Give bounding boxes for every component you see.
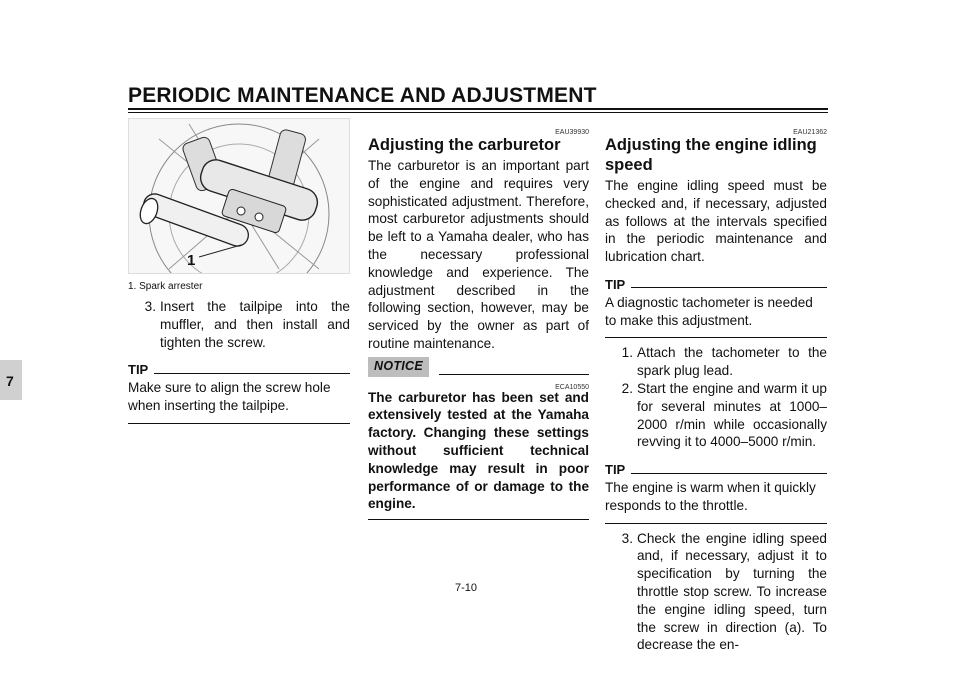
- list-item: [605, 380, 827, 451]
- step-number: 3.: [144, 299, 156, 314]
- section-heading: Adjusting the engine idling speed: [605, 136, 817, 174]
- tip-label: TIP: [128, 362, 149, 378]
- step-text: Attach the tachometer to the spark plug lead.: [637, 345, 827, 379]
- section-code: EAU21362: [793, 129, 827, 136]
- column-left: [128, 118, 350, 424]
- list-item: [605, 344, 827, 380]
- list-item: [128, 298, 350, 351]
- step-text: Start the engine and warm it up for several minutes at 1000–2000 r/min while occasionally revving it to 4000–5000 r/min.: [637, 380, 827, 450]
- step-number: 2.: [621, 380, 633, 396]
- tip-text: A diagnostic tachometer is needed to make this adjustment.: [605, 294, 813, 328]
- chapter-number: 7: [6, 373, 14, 389]
- spark-arrester-photo: [128, 118, 350, 274]
- tip-rule: [605, 337, 827, 338]
- notice-badge: NOTICE: [368, 357, 429, 377]
- column-middle: [368, 118, 589, 520]
- list-item: [605, 530, 827, 655]
- header-rule-thin: [128, 112, 828, 113]
- section-paragraph: The engine idling speed must be checked and, if necessary, adjusted as follows at the intervals specified in the periodic maintenance and lubrication chart.: [605, 178, 827, 265]
- section-heading: Adjusting the carburetor: [368, 136, 561, 154]
- tip-text: Make sure to align the screw hole when inserting the tailpipe.: [128, 380, 331, 413]
- page-title: PERIODIC MAINTENANCE AND ADJUSTMENT: [128, 84, 597, 107]
- step-text: Insert the tailpipe into the muffler, and then install and tighten the screw.: [160, 299, 350, 350]
- notice-code: ECA10550: [555, 383, 589, 391]
- step-number: 3.: [621, 530, 633, 546]
- muffler-illustration: [129, 119, 349, 273]
- step-number: 1.: [621, 345, 633, 361]
- page-number: 7-10: [455, 582, 478, 594]
- section-code: EAU39930: [555, 129, 589, 136]
- column-right: [605, 118, 827, 654]
- tip-text: The engine is warm when it quickly responds to the throttle.: [605, 479, 816, 513]
- tip-rule: [128, 423, 350, 424]
- tip-header: [605, 461, 827, 479]
- section-paragraph: The carburetor is an important part of the engine and requires very sophisticated adjustment. Therefore, most carburetor adjustments should be left to a Yamaha dealer, who has the necessary professional knowledge and experience. The adjustment described in the following section, however, may be serviced by the owner as part of routine maintenance.: [368, 158, 589, 351]
- figure-caption: 1. Spark arrester: [128, 281, 203, 292]
- tip-rule: [605, 523, 827, 524]
- notice-header: [368, 357, 589, 377]
- header-rule: [128, 108, 828, 110]
- figure-callout: 1: [187, 252, 196, 269]
- notice-rule: [368, 519, 589, 520]
- tip-header: [605, 276, 827, 294]
- tip-label: TIP: [605, 276, 626, 292]
- notice-text: The carburetor has been set and extensively tested at the Yamaha factory. Changing these settings without sufficient technical knowledge may result in poor performance of or damage to the engine.: [368, 389, 589, 512]
- tip-header: [128, 361, 350, 379]
- tip-label: TIP: [605, 462, 626, 478]
- step-text: Check the engine idling speed and, if necessary, adjust it to specification by turning the throttle stop screw. To increase the engine idling speed, turn the screw in direction (a). To decrease the en-: [637, 530, 827, 653]
